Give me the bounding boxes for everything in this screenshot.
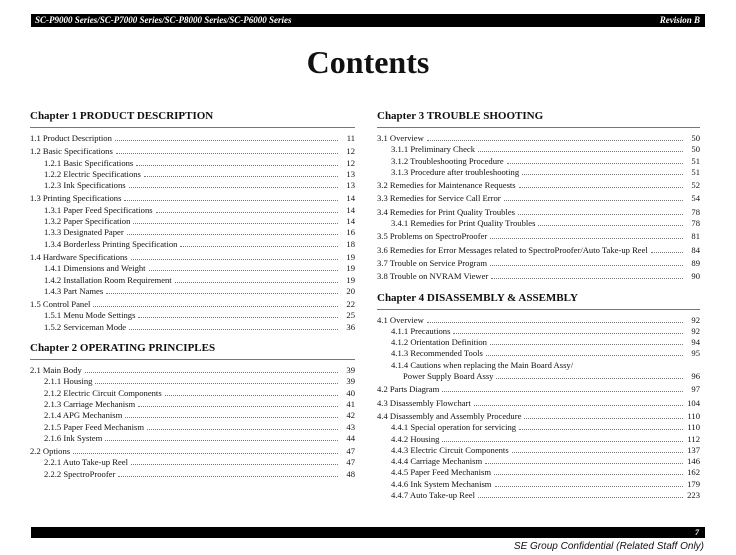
toc-entry-label: 2.1.5 Paper Feed Mechanism [44, 421, 144, 432]
toc-entry-label: 4.1.3 Recommended Tools [391, 348, 483, 359]
toc-leader-dots [485, 463, 683, 464]
toc-page-number: 16 [346, 227, 355, 238]
chapter-2-entries [30, 365, 355, 480]
chapter-1-heading[interactable]: Chapter 1 PRODUCT DESCRIPTION [30, 110, 355, 128]
toc-entry-label: 2.2.1 Auto Take-up Reel [44, 457, 128, 468]
confidential-notice: SE Group Confidential (Related Staff Only) [513, 541, 704, 552]
toc-right-column [377, 110, 700, 501]
toc-page-number: 78 [691, 218, 700, 229]
toc-entry[interactable] [30, 410, 355, 421]
toc-page-number: 43 [346, 421, 355, 432]
toc-entry[interactable] [30, 286, 355, 297]
toc-entry-label: 4.1 Overview [377, 314, 424, 325]
toc-leader-dots [165, 395, 338, 396]
toc-entry-label: 4.4 Disassembly and Assembly Procedure [377, 410, 522, 421]
chapter-4-entries [377, 315, 700, 502]
toc-leader-dots [131, 259, 338, 260]
toc-entry-label: 4.4.4 Carriage Mechanism [391, 456, 483, 467]
toc-entry[interactable] [30, 216, 355, 227]
toc-leader-dots [127, 234, 338, 235]
toc-leader-dots [491, 278, 683, 279]
toc-entry-label: 1.4 Hardware Specifications [30, 251, 128, 262]
toc-entry-label: 1.3.1 Paper Feed Specifications [44, 204, 153, 215]
toc-leader-dots [522, 174, 683, 175]
footer-bar [31, 527, 705, 538]
toc-entry[interactable] [30, 457, 355, 468]
toc-entry-label: 1.2.3 Ink Specifications [44, 180, 126, 191]
toc-leader-dots [129, 187, 338, 188]
toc-entry-label: 3.7 Trouble on Service Program [377, 257, 488, 268]
toc-page-number: 42 [346, 410, 355, 421]
toc-entry-label: 3.1.1 Preliminary Check [391, 144, 476, 155]
toc-entry-label: 1.2.1 Basic Specifications [44, 157, 134, 168]
toc-page-number: 22 [346, 299, 355, 310]
toc-entry[interactable] [377, 360, 700, 371]
toc-leader-dots [519, 429, 683, 430]
toc-entry-label: 1.3 Printing Specifications [30, 193, 122, 204]
toc-page-number: 92 [691, 314, 700, 325]
toc-entry[interactable] [377, 398, 700, 409]
toc-entry[interactable] [377, 422, 700, 433]
toc-entry-label: 3.2 Remedies for Maintenance Requests [377, 180, 516, 191]
toc-entry[interactable] [377, 490, 700, 501]
toc-page-number: 19 [346, 251, 355, 262]
toc-page-number: 13 [346, 180, 355, 191]
toc-leader-dots [442, 441, 683, 442]
toc-leader-dots [486, 355, 683, 356]
toc-leader-dots [474, 405, 683, 406]
toc-leader-dots [138, 317, 338, 318]
toc-page-number: 41 [346, 398, 355, 409]
toc-entry-label: Power Supply Board Assy [403, 371, 494, 382]
toc-leader-dots [85, 372, 338, 373]
header-series: SC-P9000 Series/SC-P7000 Series/SC-P8000 Series/SC-P6000 Series [35, 15, 292, 25]
toc-entry-label: 2.2 Options [30, 446, 71, 457]
toc-entry-label: 3.4.1 Remedies for Print Quality Troubles [391, 218, 536, 229]
toc-entry-label: 3.3 Remedies for Service Call Error [377, 193, 501, 204]
toc-entry[interactable] [30, 169, 355, 180]
toc-leader-dots [490, 238, 683, 239]
toc-page-number: 20 [346, 285, 355, 296]
toc-leader-dots [118, 476, 338, 477]
toc-leader-dots [504, 200, 683, 201]
toc-entry[interactable] [377, 193, 700, 204]
toc-entry[interactable] [30, 422, 355, 433]
toc-leader-dots [496, 378, 683, 379]
chapter-3-heading[interactable]: Chapter 3 TROUBLE SHOOTING [377, 110, 700, 128]
toc-entry-label: 4.4.3 Electric Circuit Components [391, 444, 509, 455]
toc-leader-dots [651, 252, 683, 253]
toc-entry[interactable] [377, 445, 700, 456]
toc-page-number: 162 [687, 467, 700, 478]
chapter-1-entries [30, 133, 355, 333]
toc-page-number: 36 [346, 321, 355, 332]
toc-entry[interactable] [30, 433, 355, 444]
toc-entry[interactable] [30, 388, 355, 399]
toc-page-number: 137 [687, 444, 700, 455]
toc-page-number: 51 [691, 166, 700, 177]
toc-entry[interactable] [30, 365, 355, 376]
toc-leader-dots [519, 187, 683, 188]
toc-entry-label: 3.5 Problems on SpectroProofer [377, 231, 488, 242]
toc-entry[interactable] [377, 337, 700, 348]
chapter-4-heading[interactable]: Chapter 4 DISASSEMBLY & ASSEMBLY [377, 292, 700, 310]
toc-page-number: 40 [346, 387, 355, 398]
toc-entry[interactable] [377, 371, 700, 382]
toc-entry[interactable] [377, 434, 700, 445]
toc-entry-label: 4.2 Parts Diagram [377, 384, 440, 395]
toc-entry[interactable] [377, 411, 700, 422]
toc-entry[interactable] [30, 252, 355, 263]
toc-entry[interactable] [377, 348, 700, 359]
toc-entry-label: 4.3 Disassembly Flowchart [377, 397, 471, 408]
toc-leader-dots [147, 429, 338, 430]
toc-leader-dots [73, 453, 338, 454]
header-bar [31, 14, 705, 27]
toc-entry[interactable] [30, 299, 355, 310]
toc-entry[interactable] [30, 446, 355, 457]
toc-entry-label: 1.5.2 Serviceman Mode [44, 321, 127, 332]
toc-entry-label: 4.1.2 Orientation Definition [391, 337, 487, 348]
toc-page-number: 94 [691, 337, 700, 348]
toc-entry[interactable] [30, 193, 355, 204]
toc-entry-label: 2.1.3 Carriage Mechanism [44, 398, 136, 409]
page-title: Contents [306, 44, 430, 80]
toc-leader-dots [105, 440, 338, 441]
toc-entry-label: 1.1 Product Description [30, 133, 112, 143]
toc-leader-dots [124, 200, 338, 201]
toc-entry-label: 1.5.1 Menu Mode Settings [44, 310, 136, 321]
toc-leader-dots [490, 265, 683, 266]
toc-leader-dots [538, 225, 683, 226]
toc-page-number: 95 [691, 348, 700, 359]
toc-leader-dots [115, 140, 338, 141]
toc-leader-dots [490, 344, 683, 345]
toc-page-number: 81 [691, 231, 700, 242]
toc-entry[interactable] [30, 180, 355, 191]
toc-entry[interactable] [377, 245, 700, 256]
toc-leader-dots [524, 418, 683, 419]
toc-page-number: 110 [687, 410, 700, 421]
toc-entry-label: 4.4.6 Ink System Mechanism [391, 478, 492, 489]
toc-page-number: 96 [691, 371, 700, 382]
toc-entry-label: 3.1.2 Troubleshooting Procedure [391, 155, 504, 166]
toc-entry[interactable] [377, 218, 700, 229]
toc-leader-dots [478, 497, 683, 498]
toc-leader-dots [125, 417, 338, 418]
toc-entry-label: 2.1.6 Ink System [44, 432, 103, 443]
toc-entry-label: 1.4.3 Part Names [44, 285, 104, 296]
toc-entry[interactable] [30, 322, 355, 333]
toc-page-number: 14 [346, 193, 355, 204]
toc-entry-label: 1.4.2 Installation Room Requirement [44, 274, 172, 285]
toc-page-number: 110 [687, 422, 700, 433]
toc-leader-dots [175, 282, 338, 283]
toc-entry[interactable] [30, 133, 355, 144]
toc-leader-dots [93, 306, 338, 307]
toc-entry-label: 3.8 Trouble on NVRAM Viewer [377, 271, 489, 282]
toc-entry-label: 1.4.1 Dimensions and Weight [44, 263, 146, 274]
toc-page-number: 19 [346, 274, 355, 285]
toc-left-column [30, 110, 355, 480]
toc-leader-dots [149, 270, 338, 271]
toc-entry[interactable] [377, 384, 700, 395]
toc-entry-label: 3.6 Remedies for Error Messages related to SpectroProofer/Auto Take-up Reel [377, 244, 648, 255]
chapter-2-heading[interactable]: Chapter 2 OPERATING PRINCIPLES [30, 342, 355, 360]
toc-entry-label: 4.4.5 Paper Feed Mechanism [391, 467, 491, 478]
toc-entry-label: 1.2 Basic Specifications [30, 146, 113, 157]
toc-page-number: 19 [346, 263, 355, 274]
toc-leader-dots [495, 486, 684, 487]
toc-entry[interactable] [377, 156, 700, 167]
toc-page-number: 92 [691, 325, 700, 336]
toc-entry[interactable] [377, 315, 700, 326]
toc-leader-dots [442, 391, 683, 392]
toc-page-number: 14 [346, 216, 355, 227]
toc-leader-dots [453, 333, 683, 334]
toc-entry[interactable] [377, 167, 700, 178]
toc-entry[interactable] [30, 239, 355, 250]
toc-page-number: 25 [346, 310, 355, 321]
toc-leader-dots [136, 165, 338, 166]
toc-entry-label: 3.4 Remedies for Print Quality Troubles [377, 206, 515, 217]
toc-entry[interactable] [377, 207, 700, 218]
toc-leader-dots [518, 214, 683, 215]
toc-entry-label: 2.1.1 Housing [44, 376, 93, 387]
toc-entry[interactable] [30, 469, 355, 480]
toc-entry-label: 4.4.1 Special operation for servicing [391, 422, 517, 433]
toc-page-number: 13 [346, 168, 355, 179]
toc-page-number: 14 [346, 204, 355, 215]
toc-entry[interactable] [377, 258, 700, 269]
toc-leader-dots [144, 176, 338, 177]
toc-entry-label: 1.3.3 Designated Paper [44, 227, 124, 238]
toc-entry[interactable] [30, 146, 355, 157]
toc-leader-dots [138, 406, 338, 407]
toc-page-number: 90 [691, 271, 700, 282]
toc-leader-dots [427, 322, 683, 323]
toc-page-number: 97 [691, 384, 700, 395]
toc-entry-label: 2.2.2 SpectroProofer [44, 468, 116, 479]
toc-entry-label: 1.2.2 Electric Specifications [44, 168, 141, 179]
toc-entry[interactable] [30, 227, 355, 238]
toc-entry[interactable] [30, 263, 355, 274]
toc-entry[interactable] [377, 456, 700, 467]
toc-entry[interactable] [377, 271, 700, 282]
toc-page-number: 12 [346, 146, 355, 157]
toc-page-number: 223 [687, 490, 700, 501]
toc-page-number: 18 [346, 238, 355, 249]
toc-page-number: 146 [687, 456, 700, 467]
toc-entry[interactable] [377, 326, 700, 337]
chapter-3-entries [377, 133, 700, 283]
toc-page-number: 12 [346, 157, 355, 168]
toc-leader-dots [131, 464, 338, 465]
toc-page-number: 89 [691, 257, 700, 268]
toc-leader-dots [156, 212, 338, 213]
toc-leader-dots [106, 293, 338, 294]
toc-leader-dots [478, 151, 683, 152]
toc-page-number: 54 [691, 193, 700, 204]
toc-entry[interactable] [377, 231, 700, 242]
toc-page-number: 104 [687, 397, 700, 408]
toc-entry[interactable] [30, 376, 355, 387]
toc-entry[interactable] [30, 275, 355, 286]
toc-leader-dots [133, 223, 338, 224]
page-number: 7 [695, 528, 699, 537]
toc-entry[interactable] [30, 205, 355, 216]
toc-leader-dots [129, 329, 338, 330]
toc-entry-label: 4.1.1 Precautions [391, 325, 451, 336]
toc-entry[interactable] [377, 133, 700, 144]
toc-page-number: 50 [691, 144, 700, 155]
toc-leader-dots [116, 153, 338, 154]
toc-entry-label: 2.1.4 APG Mechanism [44, 410, 123, 421]
toc-page-number: 50 [691, 133, 700, 143]
toc-entry-label: 1.5 Control Panel [30, 299, 91, 310]
toc-entry-label: 4.4.2 Housing [391, 433, 440, 444]
toc-entry[interactable] [30, 158, 355, 169]
toc-entry-label: 3.1.3 Procedure after troubleshooting [391, 166, 520, 177]
toc-entry[interactable] [30, 399, 355, 410]
toc-page-number: 11 [346, 133, 355, 143]
toc-entry-label: 4.4.7 Auto Take-up Reel [391, 490, 475, 501]
toc-page-number: 78 [691, 206, 700, 217]
toc-entry[interactable] [377, 479, 700, 490]
toc-entry-label: 1.3.2 Paper Specification [44, 216, 131, 227]
toc-page-number: 39 [346, 376, 355, 387]
toc-page-number: 84 [691, 244, 700, 255]
header-revision: Revision B [659, 15, 700, 25]
toc-leader-dots [95, 383, 338, 384]
toc-entry-label: 3.1 Overview [377, 133, 424, 143]
toc-entry-label: 1.3.4 Borderless Printing Specification [44, 238, 178, 249]
toc-leader-dots [512, 452, 683, 453]
toc-leader-dots [494, 474, 683, 475]
toc-entry[interactable] [30, 310, 355, 321]
toc-page-number: 47 [346, 457, 355, 468]
toc-entry-label: 2.1.2 Electric Circuit Components [44, 387, 162, 398]
toc-page-number: 39 [346, 365, 355, 376]
toc-page-number: 179 [687, 478, 700, 489]
toc-leader-dots [180, 246, 338, 247]
toc-page-number: 48 [346, 468, 355, 479]
toc-leader-dots [427, 140, 683, 141]
toc-page-number: 52 [691, 180, 700, 191]
toc-entry-label: 2.1 Main Body [30, 365, 82, 376]
toc-entry[interactable] [377, 180, 700, 191]
toc-entry[interactable] [377, 467, 700, 478]
toc-page-number: 51 [691, 155, 700, 166]
toc-page-number: 44 [346, 432, 355, 443]
toc-entry-label: 4.1.4 Cautions when replacing the Main Board Assy/ [391, 359, 574, 370]
toc-leader-dots [507, 163, 683, 164]
toc-page-number: 112 [687, 433, 700, 444]
toc-page-number: 47 [346, 446, 355, 457]
toc-entry[interactable] [377, 144, 700, 155]
